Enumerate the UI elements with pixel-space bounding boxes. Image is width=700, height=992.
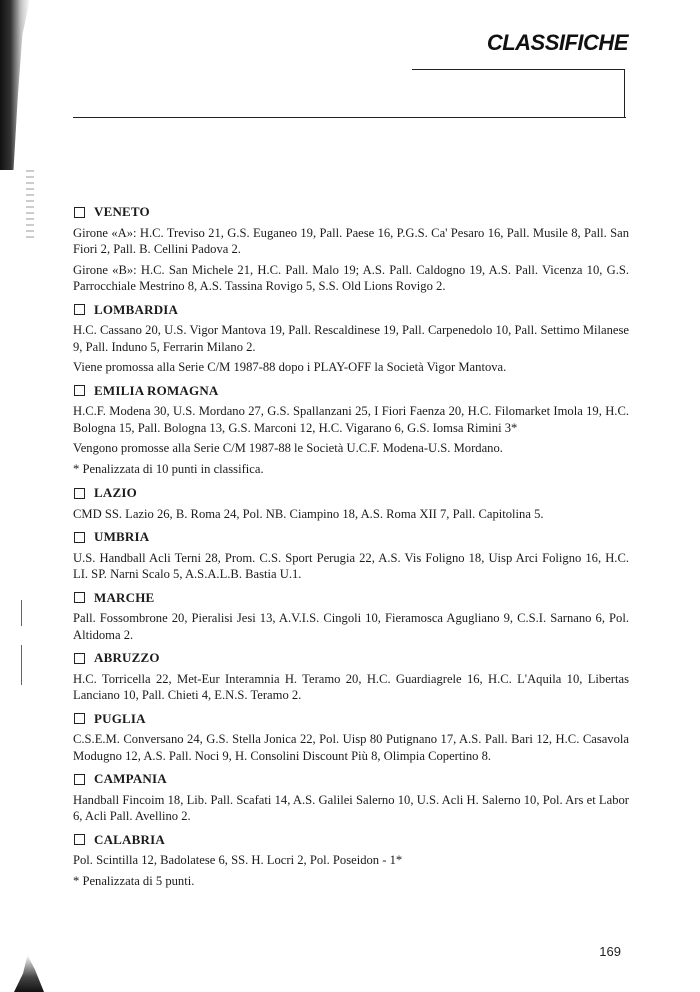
footnote: * Penalizzata di 10 punti in classifica. [73,461,264,476]
standings-list [73,204,629,897]
standings-paragraph: Girone «A»: H.C. Treviso 21, G.S. Euganeo 19, Pall. Paese 16, P.G.S. Ca' Pesaro 16, Pall. Musile 8, Pall. San Fiori 2, Pall. B. Cellini Padova 2. [73,225,629,256]
standings-paragraph: Vengono promosse alla Serie C/M 1987-88 le Società U.C.F. Modena-U.S. Mordano. [73,441,503,455]
checkbox-square-icon [74,592,85,603]
standings-paragraph: U.S. Handball Acli Terni 28, Prom. C.S. Sport Perugia 22, A.S. Vis Foligno 18, Uisp Arci Foligno 16, H.C. LI. SP. Narni Scalo 5, A.S.A.L.B. Bastia U.1. [73,550,629,581]
section-heading [73,832,629,849]
scan-edge-mark [21,600,22,626]
standings-paragraph: Handball Fincoim 18, Lib. Pall. Scafati 14, A.S. Galilei Salerno 10, U.S. Acli H. Salerno 10, Pol. Ars et Labor 6, Acli Pall. Avellino 2. [73,792,629,823]
scan-edge-mark [21,645,22,685]
checkbox-square-icon [74,532,85,543]
region-section-umbria [73,529,629,583]
page-title: CLASSIFICHE [486,30,628,55]
standings-paragraph: C.S.E.M. Conversano 24, G.S. Stella Jonica 22, Pol. Uisp 80 Putignano 17, A.S. Pall. Bari 12, H.C. Casavola Modugno 12, A.S. Pall. Noci 9, H. Consolini Discount Più 8, Olimpia Copertino 8. [73,732,629,763]
section-heading-label: ABRUZZO [94,650,160,665]
region-section-marche [73,590,629,644]
section-heading [73,529,629,546]
region-section-lazio [73,485,629,522]
section-heading [73,711,629,728]
scan-edge-speckle [26,170,34,240]
checkbox-square-icon [74,488,85,499]
standings-paragraph: Viene promossa alla Serie C/M 1987-88 dopo i PLAY-OFF la Società Vigor Mantova. [73,360,507,374]
header-rule [73,117,626,118]
section-heading [73,590,629,607]
checkbox-square-icon [74,774,85,785]
region-section-puglia [73,711,629,765]
standings-paragraph: Pall. Fossombrone 20, Pieralisi Jesi 13, A.V.I.S. Cingoli 10, Fieramosca Agugliano 9, C.S.I. Sarnano 6, Pol. Altidoma 2. [73,611,629,642]
checkbox-square-icon [74,834,85,845]
region-section-calabria [73,832,629,890]
section-heading [73,771,629,788]
section-heading [73,204,629,221]
section-heading-label: CAMPANIA [94,771,167,786]
header-frame [412,69,625,118]
page-number: 169 [599,944,621,959]
section-heading [73,485,629,502]
section-heading-label: EMILIA ROMAGNA [94,382,219,398]
checkbox-square-icon [74,385,85,396]
checkbox-square-icon [74,304,85,315]
scan-edge-shadow-bottom [14,955,44,992]
region-section-veneto [73,204,629,295]
scan-edge-shadow [0,0,30,170]
standings-paragraph: H.C.F. Modena 30, U.S. Mordano 27, G.S. Spallanzani 25, I Fiori Faenza 20, H.C. Filomarket Imola 19, H.C. Bologna 15, Pall. Bologna 13, G.S. Marconi 12, H.C. Vigarano 6, G.S. Iomsa Rimini 3* [73,404,629,435]
section-heading-label: VENETO [94,204,150,219]
checkbox-square-icon [74,207,85,218]
section-heading [73,302,629,319]
region-section-emilia-romagna [73,383,629,478]
checkbox-square-icon [74,713,85,724]
section-heading [73,650,629,667]
section-heading-label: LOMBARDIA [94,301,179,317]
checkbox-square-icon [74,653,85,664]
footnote: * Penalizzata di 5 punti. [73,873,195,888]
standings-paragraph: Girone «B»: H.C. San Michele 21, H.C. Pall. Malo 19; A.S. Pall. Caldogno 19, A.S. Pall. Vicenza 10, G.S. Parrocchiale Mestrino 8, A.S. Tassina Rovigo 5, S.S. Old Lions Rovigo 2. [73,262,629,293]
region-section-lombardia [73,302,629,376]
region-section-abruzzo [73,650,629,704]
section-heading-label: CALABRIA [94,831,165,847]
section-heading [73,383,629,400]
standings-paragraph: CMD SS. Lazio 26, B. Roma 24, Pol. NB. Ciampino 18, A.S. Roma XII 7, Pall. Capitolina 5. [73,506,544,521]
section-heading-label: PUGLIA [94,710,146,726]
section-heading-label: LAZIO [94,485,137,500]
section-heading-label: MARCHE [94,589,155,605]
standings-paragraph: H.C. Torricella 22, Met-Eur Interamnia H. Teramo 20, H.C. Guardiagrele 16, H.C. L'Aquila 10, Libertas Lanciano 10, Pall. Chieti 4, E.N.S. Teramo 2. [73,671,629,702]
section-heading-label: UMBRIA [94,529,150,544]
standings-paragraph: H.C. Cassano 20, U.S. Vigor Mantova 19, Pall. Rescaldinese 19, Pall. Carpenedolo 10, Pall. Settimo Milanese 9, Pall. Induno 5, Ferrarin Milano 2. [73,323,629,354]
region-section-campania [73,771,629,825]
standings-paragraph: Pol. Scintilla 12, Badolatese 6, SS. H. Locri 2, Pol. Poseidon - 1* [73,853,403,867]
